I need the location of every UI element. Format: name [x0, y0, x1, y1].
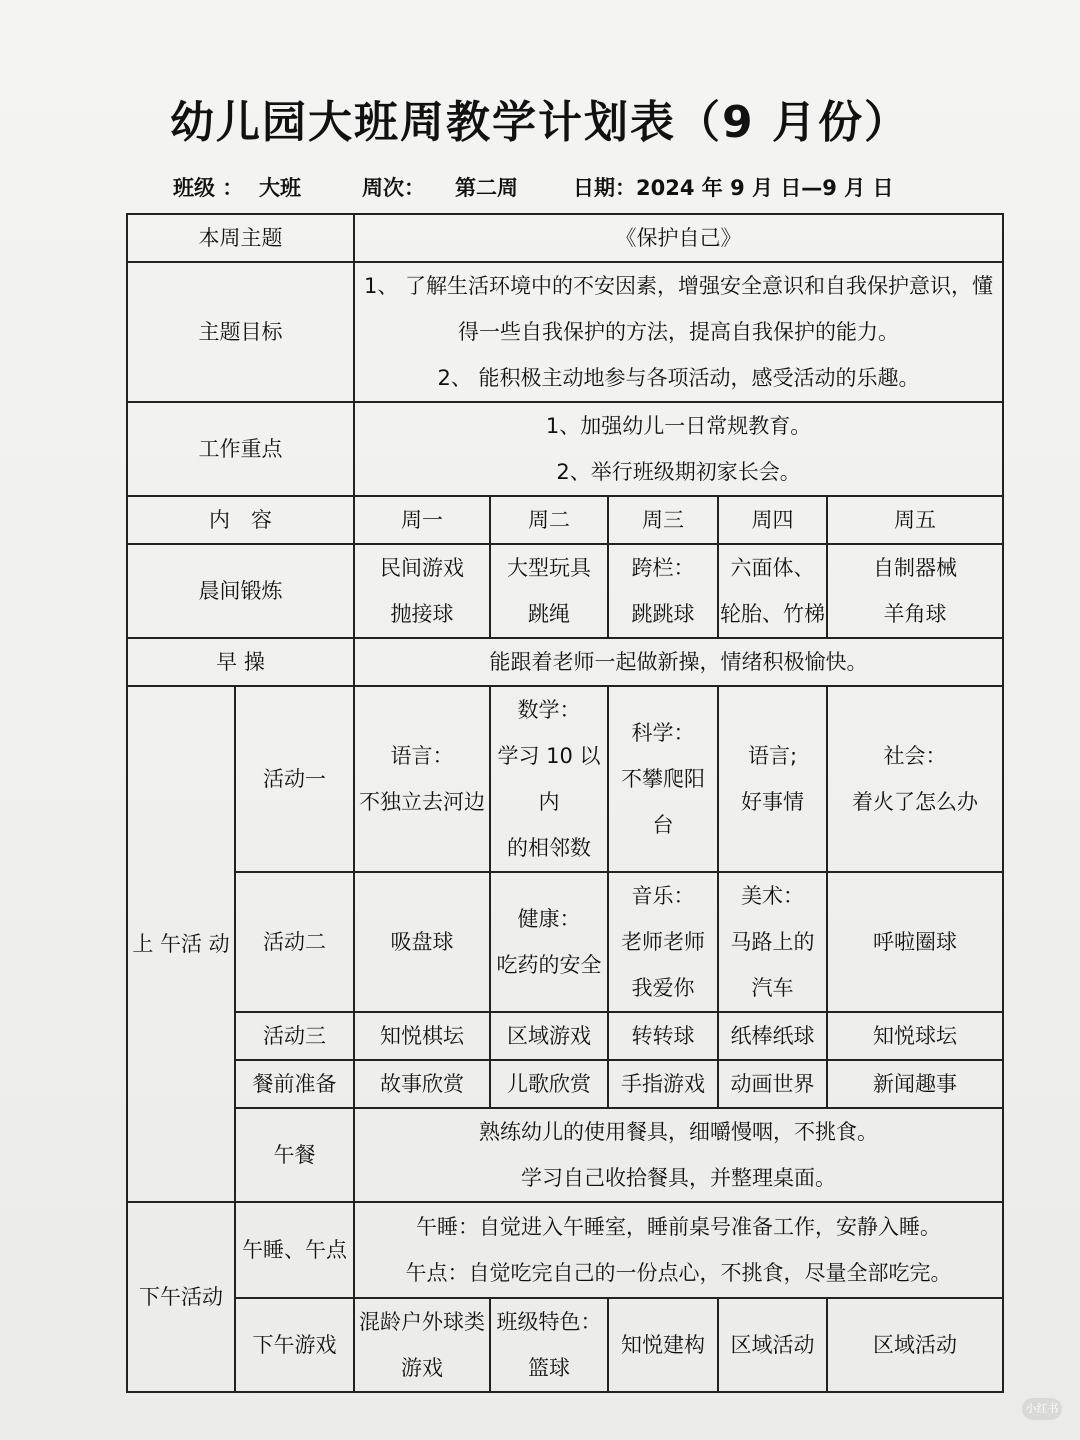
activity-cell: 纸棒纸球	[718, 1012, 827, 1060]
cell-line: 我爱你	[631, 976, 695, 1000]
days-row	[127, 496, 1003, 544]
lunch-line: 熟练幼儿的使用餐具，细嚼慢咽，不挑食。	[479, 1120, 879, 1144]
cell-line: 篮球	[528, 1356, 570, 1380]
activity-cell	[827, 686, 1003, 872]
activity-cell: 故事欣赏	[354, 1060, 490, 1108]
cell-line: 不攀爬阳	[621, 767, 705, 791]
nap-line: 午睡：自觉进入午睡室，睡前桌号准备工作，安静入睡。	[416, 1215, 942, 1239]
pm-label: 下午活动	[127, 1202, 235, 1392]
nap-row	[127, 1202, 1003, 1298]
lunch-line: 学习自己收拾餐具，并整理桌面。	[521, 1166, 837, 1190]
cell-line: 吸盘球	[390, 930, 454, 954]
morning-drill-label: 早 操	[127, 638, 354, 686]
morning-drill-row	[127, 638, 1003, 686]
class-label: 班级 ：	[173, 176, 244, 200]
cell-line: 老师老师	[621, 930, 705, 954]
activity-cell: 转转球	[608, 1012, 718, 1060]
focus-line: 2、举行班级期初家长会。	[556, 460, 801, 484]
focus-cell	[354, 402, 1003, 496]
lunch-row	[127, 1108, 1003, 1202]
cell-line: 六面体、	[730, 556, 815, 580]
cell-line: 吃药的安全	[496, 953, 602, 977]
cell-line: 健康：	[517, 907, 581, 931]
activity2-label: 活动二	[235, 872, 354, 1012]
cell-line: 科学：	[631, 721, 695, 745]
day-header: 周四	[718, 496, 827, 544]
activity1-row	[127, 686, 1003, 872]
game-cell	[490, 1298, 608, 1392]
day-header: 周二	[490, 496, 608, 544]
activity-cell	[608, 686, 718, 872]
activity-cell	[354, 686, 490, 872]
cell-line: 混龄户外球类	[359, 1310, 485, 1334]
cell-line: 美术：	[741, 884, 804, 908]
cell-line: 自制器械	[873, 556, 958, 580]
cell-line: 社会：	[883, 744, 947, 768]
day-header: 周一	[354, 496, 490, 544]
activity-cell: 手指游戏	[608, 1060, 718, 1108]
game-cell	[827, 1298, 1003, 1392]
activity-cell	[608, 872, 718, 1012]
cell-line: 着火了怎么办	[852, 790, 979, 814]
cell-line: 轮胎、竹梯	[720, 602, 825, 626]
cell-line: 语言;	[747, 744, 798, 768]
morning-exercise-label: 晨间锻炼	[127, 544, 354, 638]
activity-cell	[718, 686, 827, 872]
nap-label: 午睡、午点	[235, 1202, 354, 1298]
theme-value: 《保护自己》	[354, 214, 1003, 262]
day-header: 周五	[827, 496, 1003, 544]
cell-line: 跳绳	[528, 602, 570, 626]
exercise-cell	[490, 544, 608, 638]
pm-games-label: 下午游戏	[235, 1298, 354, 1392]
goal-line: 得一些自我保护的方法，提高自我保护的能力。	[458, 320, 900, 344]
morning-exercise-row	[127, 544, 1003, 638]
cell-line: 呼啦圈球	[873, 930, 958, 954]
theme-row	[127, 214, 1003, 262]
game-cell	[608, 1298, 718, 1392]
goals-row	[127, 262, 1003, 402]
cell-line: 民间游戏	[380, 556, 464, 580]
goal-line: 2、 能积极主动地参与各项活动，感受活动的乐趣。	[437, 366, 920, 390]
cell-line: 大型玩具	[507, 556, 591, 580]
lunch-cell	[354, 1108, 1003, 1202]
focus-line: 1、加强幼儿一日常规教育。	[545, 414, 812, 438]
cell-line: 不独立去河边	[359, 790, 485, 814]
activity3-label: 活动三	[235, 1012, 354, 1060]
plan-table	[126, 213, 1004, 1393]
goal-line: 1、 了解生活环境中的不安因素，增强安全意识和自我保护意识，懂	[363, 274, 994, 298]
cell-line: 语言：	[390, 744, 454, 768]
activity-cell	[827, 872, 1003, 1012]
activity-cell: 儿歌欣赏	[490, 1060, 608, 1108]
goals-cell	[354, 262, 1003, 402]
activity-cell	[490, 872, 608, 1012]
cell-line: 汽车	[751, 976, 794, 1000]
exercise-cell	[827, 544, 1003, 638]
game-cell	[718, 1298, 827, 1392]
activity-cell: 新闻趣事	[827, 1060, 1003, 1108]
pm-games-row	[127, 1298, 1003, 1392]
cell-line: 好事情	[741, 790, 804, 814]
activity2-row	[127, 872, 1003, 1012]
cell-line: 区域活动	[730, 1333, 815, 1357]
day-header: 周三	[608, 496, 718, 544]
content-label: 内 容	[127, 496, 354, 544]
activity-cell	[718, 872, 827, 1012]
week-value: 第二周	[455, 176, 518, 200]
am-label: 上 午活 动	[127, 686, 235, 1202]
lunch-label: 午餐	[235, 1108, 354, 1202]
game-cell	[354, 1298, 490, 1392]
nap-cell	[354, 1202, 1003, 1298]
page-title: 幼儿园大班周教学计划表（9 月份）	[170, 97, 910, 148]
exercise-cell	[608, 544, 718, 638]
cell-line: 跳跳球	[631, 602, 695, 626]
morning-drill-value: 能跟着老师一起做新操，情绪积极愉快。	[354, 638, 1003, 686]
cell-line: 羊角球	[883, 602, 947, 626]
cell-line: 的相邻数	[507, 836, 591, 860]
pre-meal-label: 餐前准备	[235, 1060, 354, 1108]
pre-meal-row	[127, 1060, 1003, 1108]
activity-cell: 区域游戏	[490, 1012, 608, 1060]
cell-line: 马路上的	[730, 930, 815, 954]
watermark-badge: 小红书	[1022, 1398, 1062, 1420]
goals-label: 主题目标	[127, 262, 354, 402]
exercise-cell	[718, 544, 827, 638]
activity3-row	[127, 1012, 1003, 1060]
cell-line: 台	[652, 813, 674, 837]
date-label: 日期：2024 年 9 月 日—9 月 日	[573, 176, 894, 200]
cell-line: 区域活动	[873, 1333, 958, 1357]
cell-line: 知悦建构	[621, 1333, 705, 1357]
nap-line: 午点：自觉吃完自己的一份点心，不挑食，尽量全部吃完。	[405, 1261, 952, 1285]
focus-row	[127, 402, 1003, 496]
exercise-cell	[354, 544, 490, 638]
cell-line: 数学：	[517, 698, 581, 722]
cell-line: 跨栏：	[631, 556, 695, 580]
cell-line: 班级特色：	[496, 1310, 602, 1334]
activity-cell: 知悦棋坛	[354, 1012, 490, 1060]
activity1-label: 活动一	[235, 686, 354, 872]
class-value: 大班	[259, 176, 301, 200]
week-label: 周次：	[362, 176, 425, 200]
cell-line: 音乐：	[631, 884, 695, 908]
cell-line: 学习 10 以内	[497, 744, 601, 814]
activity-cell: 知悦球坛	[827, 1012, 1003, 1060]
cell-line: 抛接球	[390, 602, 454, 626]
activity-cell: 动画世界	[718, 1060, 827, 1108]
cell-line: 游戏	[401, 1356, 443, 1380]
activity-cell	[354, 872, 490, 1012]
focus-label: 工作重点	[127, 402, 354, 496]
theme-label: 本周主题	[127, 214, 354, 262]
activity-cell	[490, 686, 608, 872]
